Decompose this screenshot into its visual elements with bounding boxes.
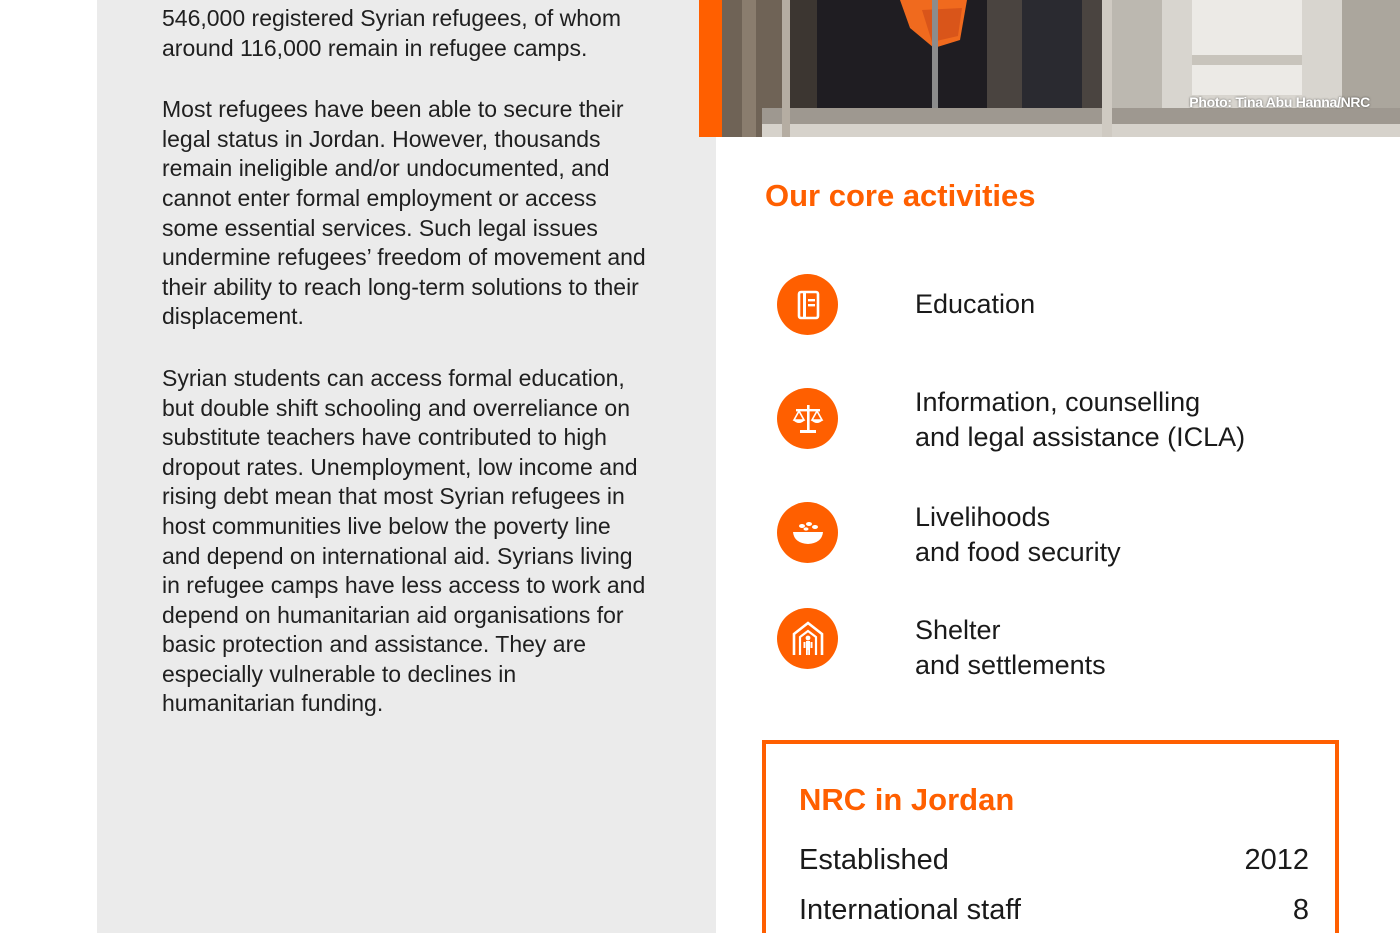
photo-credit: Photo: Tina Abu Hanna/NRC: [1189, 94, 1370, 110]
activity-label: Education: [915, 289, 1036, 319]
activity-label: Information, counselling and legal assistance (ICLA): [915, 387, 1246, 452]
food-bowl-icon: [777, 502, 838, 563]
paragraph-education-livelihoods: Syrian students can access formal education, but double shift schooling and overreliance on substitute teachers have contributed to high dropout rates. Unemployment, low income and rising debt mean that most Syrian refugees in host communities live below the poverty line and depend on international aid. Syrians living in refugee camps have less access to work and depend on humanitarian aid organisations for basic protection and assistance. They are especially vulnerable to declines in humanitarian funding.: [162, 364, 646, 717]
activity-label: Shelter and settlements: [915, 615, 1106, 680]
nrc-row-international-staff: [799, 894, 1309, 930]
nrc-row-established: [799, 844, 1309, 880]
photo-illustration: [722, 0, 1400, 137]
education-book-icon: [777, 274, 838, 335]
activity-icla: [777, 385, 1377, 455]
paragraph-refugee-numbers: 546,000 registered Syrian refugees, of whom around 116,000 remain in refugee camps.: [162, 5, 621, 61]
activity-label: Livelihoods and food security: [915, 502, 1121, 567]
nrc-row-value: 2012: [1244, 844, 1309, 876]
nrc-row-label: International staff: [799, 894, 1021, 926]
photo-accent-bar: [699, 0, 722, 137]
activity-livelihoods: [777, 500, 1377, 570]
nrc-row-value: 8: [1292, 894, 1309, 926]
activity-education: [777, 272, 1377, 342]
left-text-column: [162, 4, 652, 751]
legal-scales-icon: [777, 388, 838, 449]
nrc-box-title: NRC in Jordan: [799, 782, 1015, 817]
header-photo: [722, 0, 1400, 137]
nrc-in-jordan-box: [762, 740, 1339, 933]
core-activities-title: Our core activities: [765, 178, 1036, 213]
paragraph-legal-status: Most refugees have been able to secure their legal status in Jordan. However, thousands remain ineligible and/or undocumented, and cannot enter formal employment or access some essential services. Such legal issues undermine refugees’ freedom of movement and their ability to reach long-term solutions to their displacement.: [162, 96, 646, 330]
activity-shelter: [777, 605, 1377, 680]
nrc-row-label: Established: [799, 844, 949, 876]
shelter-house-icon: [777, 608, 838, 669]
